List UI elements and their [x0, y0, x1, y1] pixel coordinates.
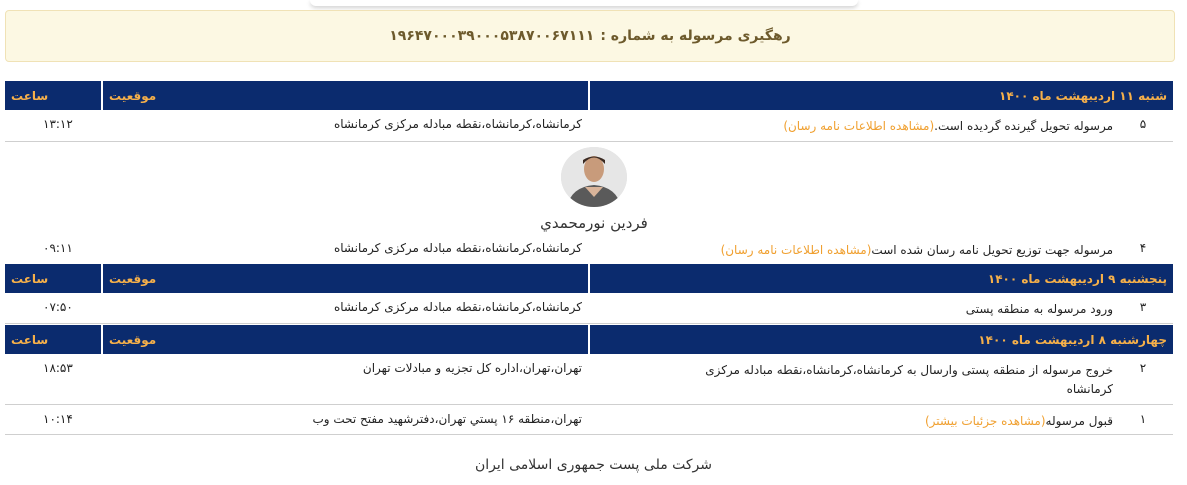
event-text: مرسوله جهت توزیع تحویل نامه رسان شده است	[871, 243, 1113, 257]
view-more-details-link[interactable]: (مشاهده جزئیات بیشتر)	[924, 414, 1046, 428]
event-number: ۱	[1139, 412, 1147, 426]
event-location: کرمانشاه،کرمانشاه،نقطه مبادله مرکزی کرمانشاه	[333, 241, 582, 255]
event-row	[5, 405, 1173, 435]
tracking-label: رهگیری مرسوله به شماره :	[600, 28, 791, 44]
carrier-block	[5, 143, 1173, 235]
day-section-1	[5, 81, 1173, 142]
view-postman-info-link[interactable]: (مشاهده اطلاعات نامه رسان)	[720, 243, 872, 257]
event-row	[5, 110, 1173, 142]
day-section-2	[5, 264, 1173, 324]
view-postman-info-link[interactable]: (مشاهده اطلاعات نامه رسان)	[783, 119, 935, 133]
event-time: ۰۷:۵۰	[43, 300, 73, 314]
event-time: ۱۰:۱۴	[43, 412, 73, 426]
event-time: ۱۸:۵۳	[43, 361, 73, 375]
event-text: خروج مرسوله از منطقه پستی وارسال به کرمانشاه،کرمانشاه،نقطه مبادله مرکزی کرمانشاه	[705, 363, 1113, 396]
carrier-name: فردین نورمحمدي	[540, 214, 648, 232]
tracking-banner	[5, 10, 1175, 62]
event-description	[588, 235, 1113, 262]
day-header	[5, 325, 1173, 354]
event-description	[588, 110, 1113, 141]
event-location: تهران،منطقه ۱۶ پستي تهران،دفترشهید مفتح تحت وب	[312, 412, 582, 426]
event-number: ۴	[1139, 241, 1147, 255]
event-row	[5, 235, 1173, 262]
event-location: کرمانشاه،کرمانشاه،نقطه مبادله مرکزی کرمانشاه	[333, 117, 582, 131]
event-text: مرسوله تحویل گیرنده گردیده است.	[934, 119, 1113, 133]
event-description	[588, 293, 1113, 323]
event-description	[588, 354, 1113, 404]
event-number: ۳	[1139, 300, 1147, 314]
carrier-photo	[561, 147, 627, 207]
event-time: ۰۹:۱۱	[43, 241, 73, 255]
day-date: چهارشنبه ۸ اردیبهشت ماه ۱۴۰۰	[588, 325, 1173, 354]
event-time: ۱۳:۱۲	[43, 117, 73, 131]
day-section-3	[5, 325, 1173, 435]
event-description	[588, 405, 1113, 434]
tracking-number: ۱۹۶۴۷۰۰۰۳۹۰۰۰۵۳۸۷۰۰۶۷۱۱۱	[389, 28, 595, 44]
column-location: موقعیت	[101, 264, 588, 293]
column-time: ساعت	[11, 332, 49, 347]
column-time: ساعت	[11, 88, 49, 103]
day-section-1b	[5, 235, 1173, 262]
event-location: تهران،تهران،اداره کل تجزیه و مبادلات تهران	[362, 361, 582, 375]
top-tab	[310, 0, 858, 6]
footer-company-name: شرکت ملی پست جمهوری اسلامی ایران	[474, 457, 713, 473]
column-location: موقعیت	[101, 325, 588, 354]
event-number: ۲	[1139, 361, 1147, 375]
event-row	[5, 354, 1173, 405]
event-text: قبول مرسوله	[1045, 414, 1113, 428]
event-row	[5, 293, 1173, 324]
event-number: ۵	[1139, 117, 1147, 131]
column-time: ساعت	[11, 271, 49, 286]
event-location: کرمانشاه،کرمانشاه،نقطه مبادله مرکزی کرمانشاه	[333, 300, 582, 314]
day-date: شنبه ۱۱ اردیبهشت ماه ۱۴۰۰	[588, 81, 1173, 110]
day-date: پنجشنبه ۹ اردیبهشت ماه ۱۴۰۰	[588, 264, 1173, 293]
day-header	[5, 264, 1173, 293]
column-location: موقعیت	[101, 81, 588, 110]
day-header	[5, 81, 1173, 110]
event-text: ورود مرسوله به منطقه پستی	[965, 302, 1113, 316]
